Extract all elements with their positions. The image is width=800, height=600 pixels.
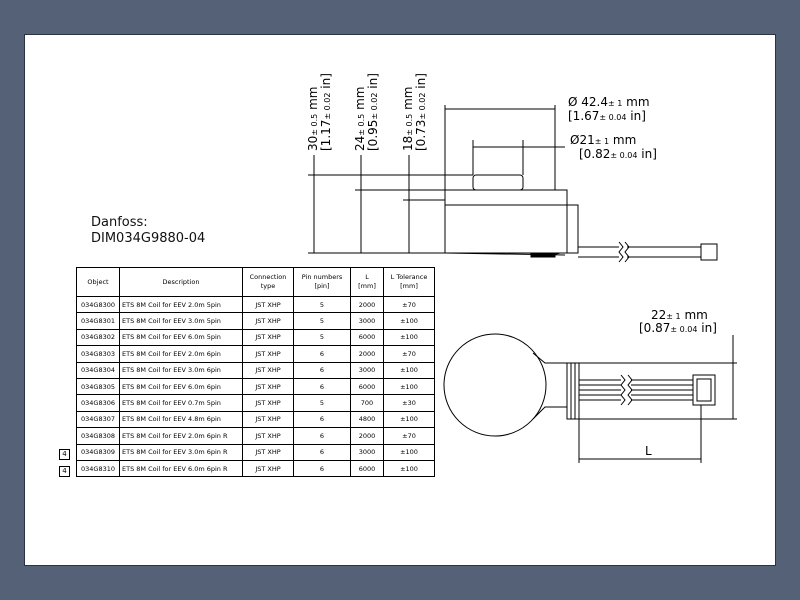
table-cell-description: ETS 8M Coil for EEV 3.0m 6pin	[120, 362, 243, 378]
table-row	[77, 428, 435, 444]
table-cell-length: 2000	[351, 346, 384, 362]
table-cell-connection: JST XHP	[243, 362, 294, 378]
table-cell-object: 034G8302	[77, 329, 120, 345]
table-row	[77, 346, 435, 362]
table-cell-description: ETS 8M Coil for EEV 4.8m 6pin	[120, 411, 243, 427]
table-header-cell: Object	[77, 268, 120, 297]
table-cell-pins: 5	[294, 329, 351, 345]
table-row	[77, 395, 435, 411]
table-header-cell: Pin numbers [pin]	[294, 268, 351, 297]
table-cell-tol: ±100	[384, 378, 435, 394]
table-cell-length: 3000	[351, 362, 384, 378]
dim-dia-21-label: Ø21± 1 mm	[570, 133, 637, 147]
table-cell-pins: 6	[294, 346, 351, 362]
table-cell-pins: 5	[294, 313, 351, 329]
coil-flange-side	[567, 205, 578, 253]
dim-dia-21-inch: [0.82± 0.04 in]	[579, 147, 657, 161]
table-cell-object: 034G8304	[77, 362, 120, 378]
table-cell-object: 034G8306	[77, 395, 120, 411]
table-cell-connection: JST XHP	[243, 460, 294, 476]
table-header-cell: Description	[120, 268, 243, 297]
table-cell-tol: ±100	[384, 313, 435, 329]
revision-marker: 4	[59, 466, 70, 477]
table-cell-description: ETS 8M Coil for EEV 3.0m 6pin R	[120, 444, 243, 460]
table-cell-description: ETS 8M Coil for EEV 6.0m 6pin R	[120, 460, 243, 476]
table-cell-length: 2000	[351, 428, 384, 444]
table-cell-pins: 6	[294, 428, 351, 444]
table-cell-object: 034G8309	[77, 444, 120, 460]
table-cell-object: 034G8310	[77, 460, 120, 476]
coil-top-boss	[473, 175, 523, 190]
table-row	[77, 444, 435, 460]
table-cell-tol: ±70	[384, 297, 435, 313]
table-row	[77, 362, 435, 378]
table-cell-pins: 6	[294, 444, 351, 460]
table-cell-pins: 5	[294, 297, 351, 313]
table-cell-description: ETS 8M Coil for EEV 2.0m 6pin R	[120, 428, 243, 444]
table-cell-length: 700	[351, 395, 384, 411]
table-cell-length: 4800	[351, 411, 384, 427]
table-cell-tol: ±70	[384, 346, 435, 362]
table-cell-tol: ±30	[384, 395, 435, 411]
table-row	[77, 378, 435, 394]
table-cell-object: 034G8308	[77, 428, 120, 444]
table-row	[77, 460, 435, 476]
company-name: Danfoss:	[91, 215, 148, 230]
table-row	[77, 411, 435, 427]
table-cell-length: 3000	[351, 444, 384, 460]
table-cell-pins: 6	[294, 411, 351, 427]
coil-clip	[531, 253, 555, 257]
revision-marker: 4	[59, 449, 70, 460]
table-cell-length: 2000	[351, 297, 384, 313]
dim-width-22-label: 22± 1 mm	[651, 308, 708, 322]
table-cell-length: 3000	[351, 313, 384, 329]
dim-height-18-inch: [0.73± 0.02 in]	[414, 73, 428, 151]
dim-height-30-label: 30± 0.5 mm	[306, 86, 320, 151]
table-header-cell: Connection type	[243, 268, 294, 297]
table-cell-connection: JST XHP	[243, 378, 294, 394]
table-row	[77, 297, 435, 313]
table-cell-pins: 6	[294, 378, 351, 394]
table-cell-object: 034G8301	[77, 313, 120, 329]
table-cell-description: ETS 8M Coil for EEV 2.0m 6pin	[120, 346, 243, 362]
table-cell-tol: ±100	[384, 411, 435, 427]
table-cell-tol: ±100	[384, 460, 435, 476]
table-cell-length: 6000	[351, 378, 384, 394]
table-cell-object: 034G8300	[77, 297, 120, 313]
table-cell-connection: JST XHP	[243, 444, 294, 460]
table-cell-pins: 6	[294, 460, 351, 476]
table-cell-connection: JST XHP	[243, 411, 294, 427]
table-cell-length: 6000	[351, 329, 384, 345]
dim-length-label: L	[645, 444, 652, 458]
table-cell-description: ETS 8M Coil for EEV 3.0m 5pin	[120, 313, 243, 329]
parts-table	[76, 267, 435, 477]
table-cell-pins: 5	[294, 395, 351, 411]
coil-body-side	[445, 190, 567, 253]
dim-height-30-inch: [1.17± 0.02 in]	[319, 73, 333, 151]
coil-flange-top	[567, 363, 579, 419]
dim-dia-42-label: Ø 42.4± 1 mm	[568, 95, 650, 109]
table-cell-length: 6000	[351, 460, 384, 476]
drawing-number: DIM034G9880-04	[91, 231, 206, 246]
table-header-cell: L Tolerance [mm]	[384, 268, 435, 297]
table-header-cell: L [mm]	[351, 268, 384, 297]
table-row	[77, 313, 435, 329]
table-cell-object: 034G8303	[77, 346, 120, 362]
table-cell-description: ETS 8M Coil for EEV 6.0m 6pin	[120, 378, 243, 394]
table-cell-tol: ±100	[384, 329, 435, 345]
table-cell-tol: ±70	[384, 428, 435, 444]
table-cell-description: ETS 8M Coil for EEV 2.0m 5pin	[120, 297, 243, 313]
table-cell-description: ETS 8M Coil for EEV 6.0m 5pin	[120, 329, 243, 345]
dim-dia-42-inch: [1.67± 0.04 in]	[568, 109, 646, 123]
table-cell-connection: JST XHP	[243, 329, 294, 345]
table-cell-connection: JST XHP	[243, 428, 294, 444]
connector-side	[701, 244, 717, 260]
table-cell-connection: JST XHP	[243, 297, 294, 313]
table-cell-pins: 6	[294, 362, 351, 378]
table-header-row	[77, 268, 435, 297]
dim-height-24-inch: [0.95± 0.02 in]	[366, 73, 380, 151]
table-cell-tol: ±100	[384, 444, 435, 460]
drawing-reference	[91, 215, 205, 247]
table-cell-connection: JST XHP	[243, 313, 294, 329]
drawing-sheet	[24, 34, 776, 566]
coil-body-top	[444, 334, 546, 436]
table-row	[77, 329, 435, 345]
table-cell-object: 034G8305	[77, 378, 120, 394]
table-cell-tol: ±100	[384, 362, 435, 378]
dim-height-18-label: 18± 0.5 mm	[401, 86, 415, 151]
table-cell-connection: JST XHP	[243, 395, 294, 411]
table-cell-object: 034G8307	[77, 411, 120, 427]
dim-height-24-label: 24± 0.5 mm	[353, 86, 367, 151]
table-cell-connection: JST XHP	[243, 346, 294, 362]
table-cell-description: ETS 8M Coil for EEV 0.7m 5pin	[120, 395, 243, 411]
dim-width-22-inch: [0.87± 0.04 in]	[639, 321, 717, 335]
